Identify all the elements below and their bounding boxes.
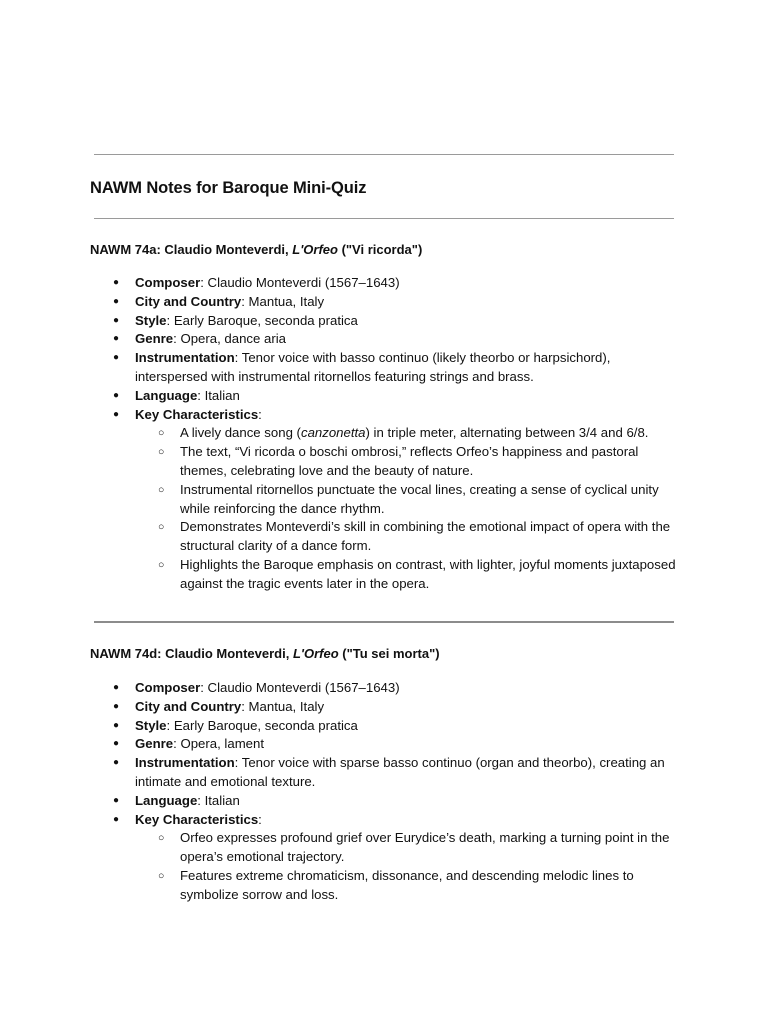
- item-label: Key Characteristics: [135, 406, 259, 422]
- top-divider: [94, 154, 674, 155]
- item-label: Composer: [135, 275, 201, 290]
- list-item-key-characteristics: [135, 406, 680, 594]
- item-value: : Claudio Monteverdi (1567–1643): [200, 275, 400, 290]
- details-list-74d: [135, 679, 680, 905]
- section-divider: [94, 621, 674, 623]
- section-heading-74a: [90, 242, 422, 257]
- list-item-city-country: [135, 698, 680, 717]
- item-value: : Claudio Monteverdi (1567–1643): [200, 680, 400, 695]
- item-label: Genre: [135, 331, 174, 347]
- item-label: Style: [135, 312, 167, 328]
- list-item-language: [135, 792, 680, 811]
- section-heading-74d: [90, 646, 440, 661]
- characteristic-item: [135, 424, 680, 443]
- item-label: Instrumentation: [135, 350, 235, 366]
- list-item-composer: [135, 679, 680, 698]
- details-list-74a: [135, 274, 680, 594]
- item-value: :: [258, 811, 262, 827]
- list-item-instrumentation: [135, 349, 680, 387]
- work-title: L'Orfeo: [292, 646, 339, 661]
- heading-prefix: NAWM 74a: Claudio Monteverdi,: [90, 242, 293, 257]
- item-label: Key Characteristics: [135, 811, 259, 827]
- item-value: : Mantua, Italy: [241, 698, 325, 714]
- list-item-genre: [135, 735, 680, 754]
- list-item-instrumentation: [135, 754, 680, 792]
- list-item-genre: [135, 330, 680, 349]
- item-label: Style: [135, 717, 167, 733]
- characteristic-item: ○ Features extreme chromaticism, dissonance, and descending melodic lines to symbolize sorrow and loss.: [135, 867, 680, 905]
- item-value: : Tenor voice with sparse basso continuo (organ and theorbo), creating an intimate and emotional texture.: [135, 755, 665, 789]
- characteristic-item: ○ Orfeo expresses profound grief over Eurydice’s death, marking a turning point in the opera’s emotional trajectory.: [135, 829, 680, 867]
- heading-prefix: NAWM 74d: Claudio Monteverdi,: [90, 646, 293, 661]
- characteristic-item: ○ Highlights the Baroque emphasis on contrast, with lighter, joyful moments juxtaposed against the tragic events later in the opera.: [135, 556, 680, 594]
- list-item-composer: [135, 274, 680, 293]
- item-value: : Italian: [197, 792, 240, 808]
- heading-suffix: ("Vi ricorda"): [337, 242, 423, 257]
- item-emphasis: canzonetta: [300, 425, 366, 441]
- item-text: A lively dance song (: [180, 425, 301, 441]
- item-value: : Opera, dance aria: [173, 331, 287, 347]
- item-value: : Early Baroque, seconda pratica: [166, 717, 358, 733]
- list-item-style: [135, 312, 680, 331]
- item-text: ) in triple meter, alternating between 3/4 and 6/8.: [365, 425, 649, 441]
- item-value: : Tenor voice with basso continuo (likely theorbo or harpsichord), interspersed with instrumental ritornellos featuring strings and brass.: [135, 350, 611, 384]
- item-value: :: [258, 406, 262, 422]
- item-label: Instrumentation: [135, 755, 235, 771]
- item-value: : Mantua, Italy: [241, 293, 325, 309]
- item-value: : Opera, lament: [173, 736, 265, 752]
- item-label: City and Country: [135, 698, 242, 714]
- item-label: Language: [135, 792, 198, 808]
- characteristic-item: ○ Demonstrates Monteverdi’s skill in combining the emotional impact of opera with the structural clarity of a dance form.: [135, 518, 680, 556]
- characteristics-list-74d: [135, 829, 680, 904]
- document-title: NAWM Notes for Baroque Mini-Quiz: [90, 179, 367, 197]
- list-item-language: [135, 387, 680, 406]
- title-divider: [94, 218, 674, 219]
- item-value: : Early Baroque, seconda pratica: [166, 312, 358, 328]
- characteristics-list-74a: [135, 424, 680, 593]
- item-label: Genre: [135, 736, 174, 752]
- item-label: Composer: [135, 680, 201, 695]
- item-value: : Italian: [197, 387, 240, 403]
- list-item-style: [135, 717, 680, 736]
- work-title: L'Orfeo: [292, 242, 338, 257]
- characteristic-item: ○ Instrumental ritornellos punctuate the vocal lines, creating a sense of cyclical unity while reinforcing the dance rhythm.: [135, 481, 680, 519]
- heading-suffix: ("Tu sei morta"): [338, 646, 440, 661]
- characteristic-item: ○ The text, “Vi ricorda o boschi ombrosi,” reflects Orfeo’s happiness and pastoral themes, celebrating love and the beauty of nature.: [135, 443, 680, 481]
- list-item-key-characteristics: [135, 811, 680, 905]
- list-item-city-country: [135, 293, 680, 312]
- item-label: City and Country: [135, 293, 242, 309]
- item-label: Language: [135, 387, 198, 403]
